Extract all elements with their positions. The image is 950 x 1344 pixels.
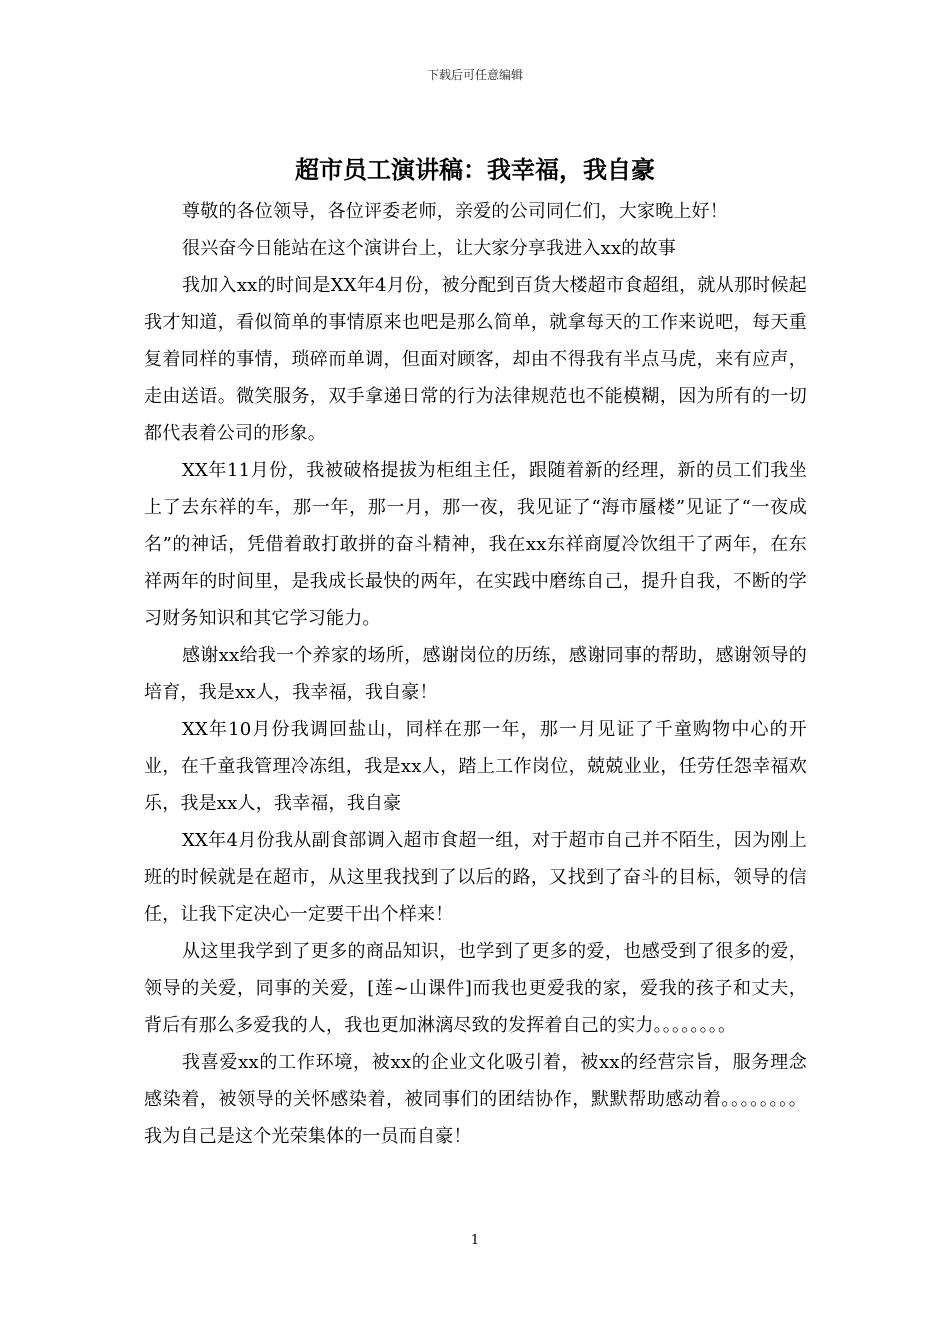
- paragraph-conclusion: 我喜爱xx的工作环境，被xx的企业文化吸引着，被xx的经营宗旨，服务理念感染着，被领导的关怀感染着，被同事们的团结协作，默默帮助感动着。。。。。。。。我为自己是这个光荣集体的一员而自豪！: [144, 1052, 807, 1147]
- page-number: 1: [470, 1233, 480, 1248]
- paragraph-intro: 很兴奋今日能站在这个演讲台上，让大家分享我进入xx的故事: [182, 238, 676, 259]
- document-body: [144, 193, 807, 1155]
- paragraph-greeting: 尊敬的各位领导，各位评委老师，亲爱的公司同仁们，大家晚上好！: [182, 201, 728, 222]
- paragraph-gratitude: 感谢xx给我一个养家的场所，感谢岗位的历练，感谢同事的帮助，感谢领导的培育，我是xx人，我幸福，我自豪！: [144, 645, 807, 703]
- paragraph-learning: 从这里我学到了更多的商品知识，也学到了更多的爱，也感受到了很多的爱，领导的关爱，同事的关爱，[莲~山课件]而我也更爱我的家，爱我的孩子和丈夫，背后有那么多爱我的人，我也更加淋漓尽致的发挥着自己的实力。。。。。。。。: [144, 941, 807, 1036]
- page-header: 下载后可任意编辑: [426, 68, 523, 82]
- paragraph-transfer: XX年4月份我从副食部调入超市食超一组，对于超市自己并不陌生，因为刚上班的时候就是在超市，从这里我找到了以后的路，又找到了奋斗的目标，领导的信任，让我下定决心一定要干出个样来！: [144, 830, 807, 925]
- paragraph-promotion: XX年11月份，我被破格提拔为柜组主任，跟随着新的经理，新的员工们我坐上了去东祥的车，那一年，那一月，那一夜，我见证了“海市蜃楼”见证了“一夜成名”的神话，凭借着敢打敢拼的奋斗精神，我在xx东祥商厦冷饮组干了两年，在东祥两年的时间里，是我成长最快的两年，在实践中磨练自己，提升自我，不断的学习财务知识和其它学习能力。: [144, 460, 807, 629]
- paragraph-return-yanshan: XX年10月份我调回盐山，同样在那一年，那一月见证了千童购物中心的开业，在千童我管理冷冻组，我是xx人，踏上工作岗位，兢兢业业，任劳任怨幸福欢乐，我是xx人，我幸福，我自豪: [144, 719, 807, 814]
- document-title: 超市员工演讲稿：我幸福，我自豪: [295, 155, 655, 184]
- paragraph-joining: 我加入xx的时间是XX年4月份，被分配到百货大楼超市食超组，就从那时候起我才知道，看似简单的事情原来也吧是那么简单，就拿每天的工作来说吧，每天重复着同样的事情，琐碎而单调，但面对顾客，却由不得我有半点马虎，来有应声，走由送语。微笑服务，双手拿递日常的行为法律规范也不能模糊，因为所有的一切都代表着公司的形象。: [144, 275, 807, 444]
